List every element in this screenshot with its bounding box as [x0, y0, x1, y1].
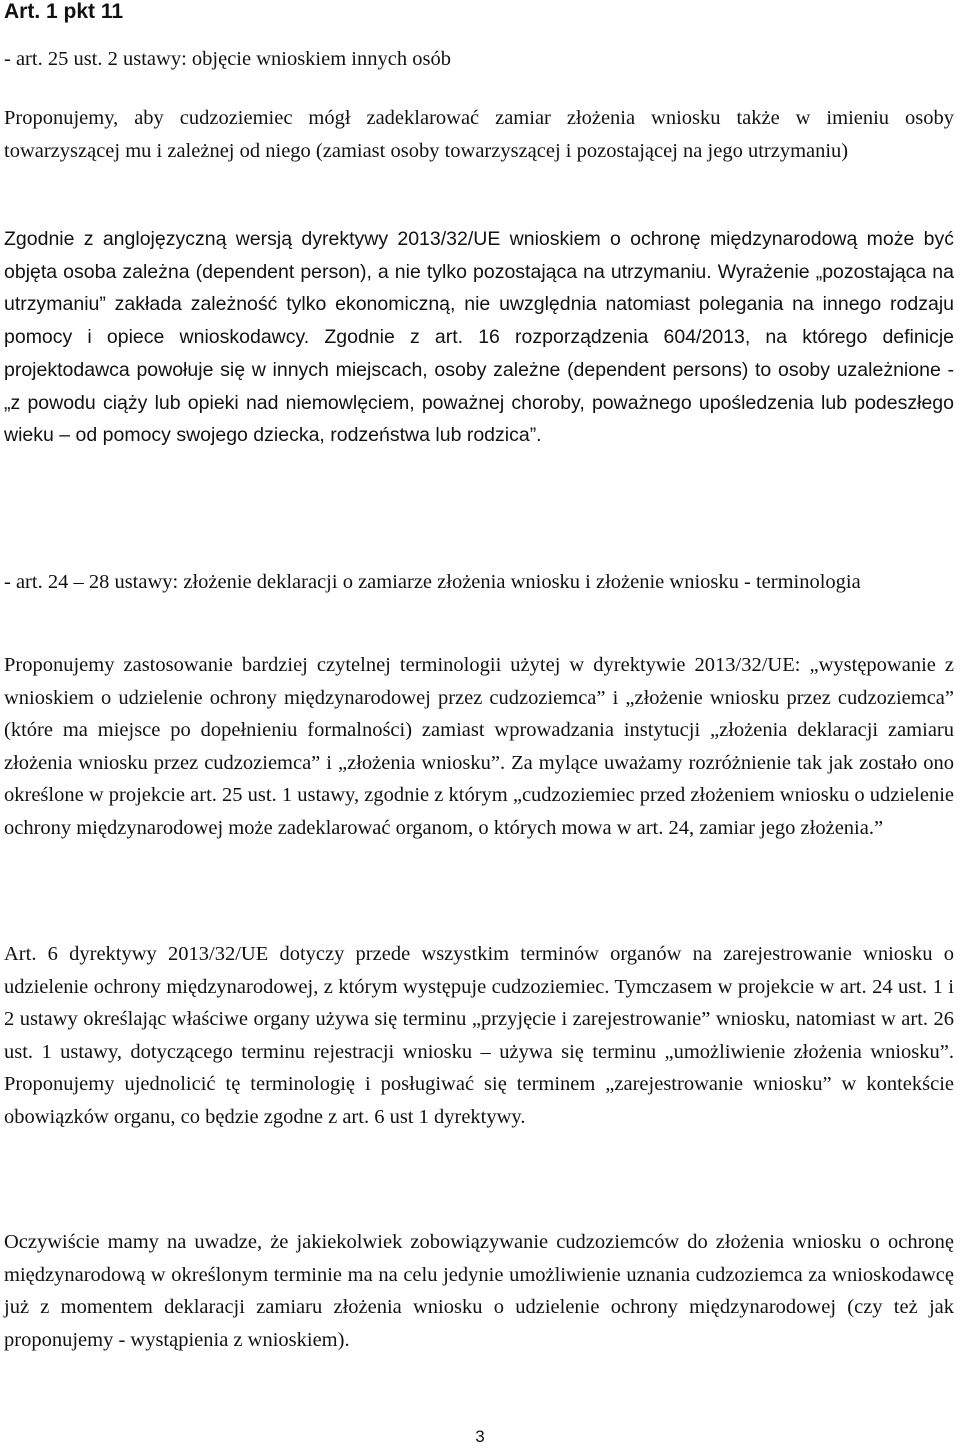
- article-heading: Art. 1 pkt 11: [4, 0, 124, 23]
- page-number: 3: [475, 1427, 485, 1446]
- section-1-paragraph-2: Zgodnie z anglojęzyczną wersją dyrektywy 2013/32/UE wnioskiem o ochronę międzynarodową może być objęta osoba zależna (dependent person), a nie tylko pozostająca na utrzymaniu. Wyrażenie „pozostająca na utrzymaniu” zakłada zależność tylko ekonomiczną, nie uwzględnia natomiast polegania na innego rodzaju pomocy i opiece wnioskodawcy. Zgodnie z art. 16 rozporządzenia 604/2013, na którego definicje projektodawca powołuje się w innych miejscach, osoby zależne (dependent persons) to osoby uzależnione - „z powodu ciąży lub opieki nad niemowlęciem, poważnej choroby, poważnego upośledzenia lub podeszłego wieku – od pomocy swojego dziecka, rodzeństwa lub rodzica”.: [4, 228, 954, 447]
- section-1-item: - art. 25 ust. 2 ustawy: objęcie wnioskiem innych osób: [4, 48, 451, 70]
- section-1-paragraph-1: Proponujemy, aby cudzoziemiec mógł zadeklarować zamiar złożenia wniosku także w imieniu osoby towarzyszącej mu i zależnej od niego (zamiast osoby towarzyszącej i pozostającej na jego utrzymaniu): [4, 107, 954, 162]
- section-2-item: - art. 24 – 28 ustawy: złożenie deklaracji o zamiarze złożenia wniosku i złożenie wniosku - terminologia: [4, 571, 861, 593]
- section-2-paragraph-2: Art. 6 dyrektywy 2013/32/UE dotyczy przede wszystkim terminów organów na zarejestrowanie wniosku o udzielenie ochrony międzynarodowej, z którym występuje cudzoziemiec. Tymczasem w projekcie w art. 24 ust. 1 i 2 ustawy określając właściwe organy używa się terminu „przyjęcie i zarejestrowanie” wniosku, natomiast w art. 26 ust. 1 ustawy, dotyczącego terminu rejestracji wniosku – używa się terminu „umożliwienie złożenia wniosku”. Proponujemy ujednolicić tę terminologię i posługiwać się terminem „zarejestrowanie wniosku” w kontekście obowiązków organu, co będzie zgodne z art. 6 ust 1 dyrektywy.: [4, 943, 954, 1128]
- section-2-paragraph-3: Oczywiście mamy na uwadze, że jakiekolwiek zobowiązywanie cudzoziemców do złożenia wniosku o ochronę międzynarodową w określonym terminie ma na celu jedynie umożliwienie uznania cudzoziemca za wnioskodawcę już z momentem deklaracji zamiaru złożenia wniosku o udzielenie ochrony międzynarodowej (czy też jak proponujemy - wystąpienia z wnioskiem).: [4, 1231, 954, 1351]
- section-2-paragraph-1: Proponujemy zastosowanie bardziej czytelnej terminologii użytej w dyrektywie 2013/32/UE: „występowanie z wnioskiem o udzielenie ochrony międzynarodowej przez cudzoziemca” i „złożenie wniosku przez cudzoziemca” (które ma miejsce po dopełnieniu formalności) zamiast wprowadzania instytucji „złożenia deklaracji zamiaru złożenia wniosku przez cudzoziemca” i „złożenia wniosku”. Za mylące uważamy rozróżnienie tak jak zostało ono określone w projekcie art. 25 ust. 1 ustawy, zgodnie z którym „cudzoziemiec przed złożeniem wniosku o udzielenie ochrony międzynarodowej może zadeklarować organom, o których mowa w art. 24, zamiar jego złożenia.”: [4, 654, 954, 839]
